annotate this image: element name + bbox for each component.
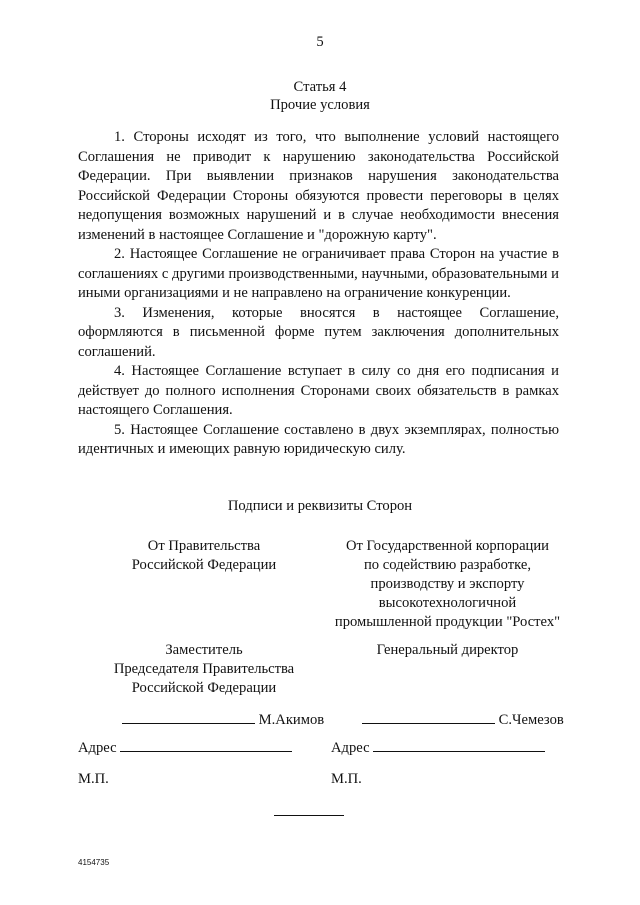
right-address-line[interactable] <box>373 738 545 752</box>
article-title: Статья 4 <box>293 79 347 95</box>
page-number: 5 <box>316 34 324 50</box>
article-heading <box>0 78 640 114</box>
paragraph-3: 3. Изменения, которые вносятся в настоящее Соглашение, оформляются в письменной форме путем заключения дополнительных соглашений. <box>78 304 559 360</box>
right-position <box>330 641 565 660</box>
paragraph-5: 5. Настоящее Соглашение составлено в двух экземплярах, полностью идентичных и имеющих равную юридическую силу. <box>78 421 559 457</box>
left-signature-line[interactable] <box>122 710 255 724</box>
right-party-line: высокотехнологичной <box>378 595 517 611</box>
right-seal-mark: М.П. <box>331 771 362 787</box>
right-party-line: производству и экспорту <box>370 576 525 592</box>
left-position-line: Российской Федерации <box>131 680 277 696</box>
signatures-title: Подписи и реквизиты Сторон <box>227 498 413 514</box>
left-party-line: От Правительства <box>147 538 261 554</box>
left-seal-mark: М.П. <box>78 771 109 787</box>
paragraph-1: 1. Стороны исходят из того, что выполнение условий настоящего Соглашения не приводит к нарушению законодательства Российской Федерации. При выявлении признаков нарушения законодательства Российской Федерации Стороны обязуются провести переговоры в целях недопущения возможных нарушений и в случае необходимости внесения изменений в настоящее Соглашение и "дорожную карту". <box>78 129 559 243</box>
left-position-line: Председателя Правительства <box>113 661 295 677</box>
left-signer-name: М.Акимов <box>258 712 325 728</box>
paragraph-2: 2. Настоящее Соглашение не ограничивает права Сторон на участие в соглашениях с другими производственными, научными, образовательными и иными организациями и не направлено на ограничение конкуренции. <box>78 246 559 301</box>
left-address-line[interactable] <box>120 738 292 752</box>
right-party <box>330 537 565 632</box>
left-address-label: Адрес <box>78 740 117 756</box>
left-position-line: Заместитель <box>165 642 243 658</box>
left-party-line: Российской Федерации <box>131 557 277 573</box>
article-subtitle: Прочие условия <box>270 97 370 113</box>
right-address-label: Адрес <box>331 740 370 756</box>
right-signature-line[interactable] <box>362 710 495 724</box>
right-position-line: Генеральный директор <box>376 642 519 658</box>
right-signature-row <box>362 710 564 729</box>
left-position <box>90 641 318 698</box>
right-party-line: по содействию разработке, <box>363 557 531 573</box>
right-party-line: промышленной продукции "Ростех" <box>334 614 561 630</box>
left-address-row <box>78 738 292 757</box>
article-body <box>78 128 559 460</box>
footer-divider <box>274 815 344 816</box>
left-party <box>90 537 318 575</box>
right-address-row <box>331 738 545 757</box>
paragraph-4: 4. Настоящее Соглашение вступает в силу со дня его подписания и действует до полного исполнения Сторонами своих обязательств в рамках настоящего Соглашения. <box>78 363 559 418</box>
right-signer-name: С.Чемезов <box>498 712 564 728</box>
document-number: 4154735 <box>78 858 110 867</box>
left-signature-row <box>122 710 324 729</box>
right-party-line: От Государственной корпорации <box>345 538 549 554</box>
